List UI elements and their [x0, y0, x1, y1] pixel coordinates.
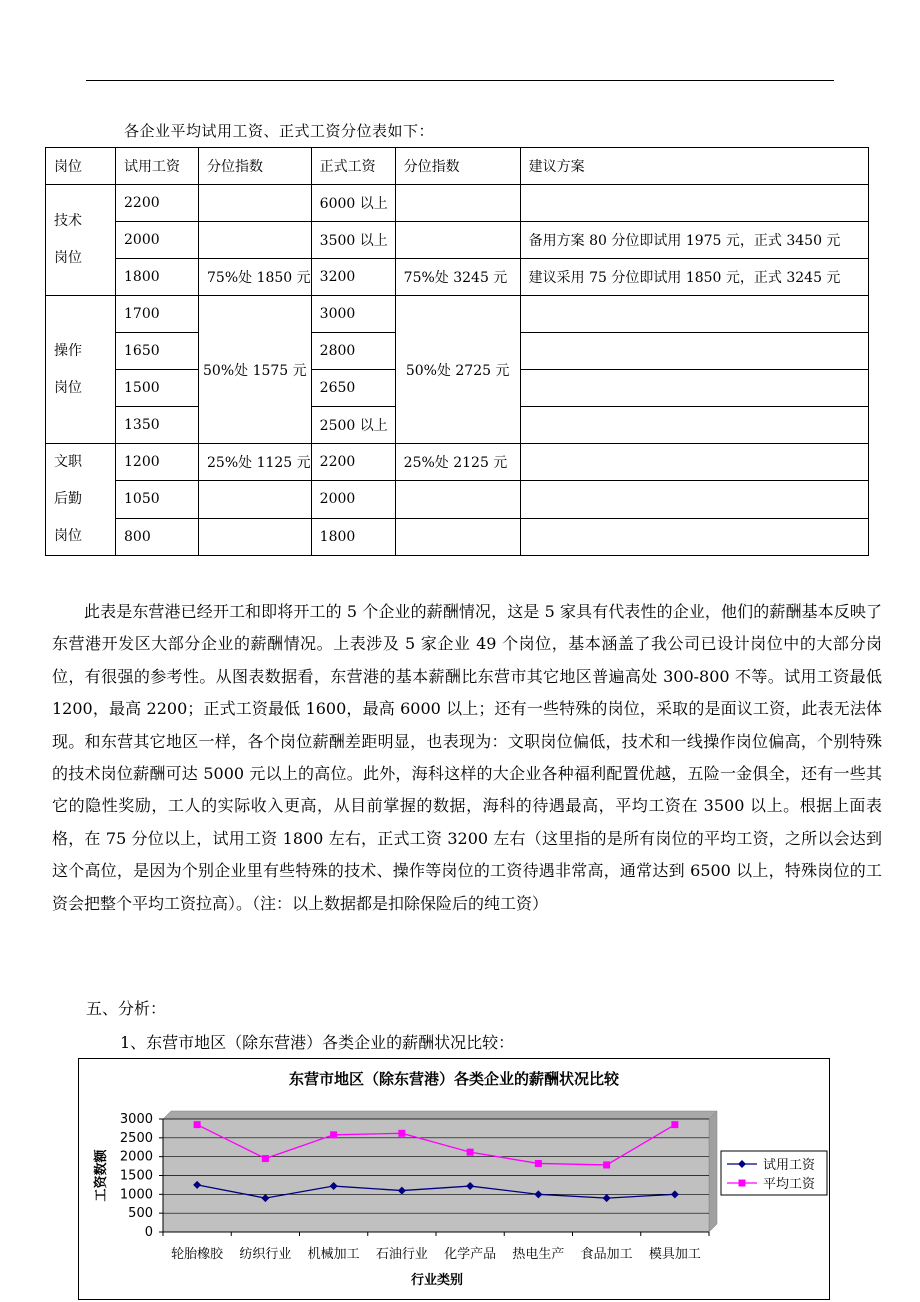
- advice-cell: [520, 370, 868, 407]
- x-tick-label: 热电生产: [512, 1247, 565, 1262]
- formal-wage-cell: 2200: [311, 444, 395, 481]
- trial-wage-cell: 1650: [116, 333, 199, 370]
- data-point: [194, 1121, 201, 1128]
- trial-wage-cell: 2000: [116, 222, 199, 259]
- trial-percentile-cell: [199, 222, 312, 259]
- analysis-paragraph: 此表是东营港已经开工和即将开工的 5 个企业的薪酬情况，这是 5 家具有代表性的企业，他们的薪酬基本反映了东营港开发区大部分企业的薪酬情况。上表涉及 5 家企业 49 个岗位，基本涵盖了我公司已设计岗位中的大部分岗位，有很强的参考性。从图表数据看，东营港的基本薪酬比东营市其它地区普遍高处 300-800 不等。试用工资最低 1200，最高 2200；正式工资最低 1600，最高 6000 以上；还有一些特殊的岗位，采取的是面议工资，此表无法体现。和东营其它地区一样，各个岗位薪酬差距明显，也表现为：文职岗位偏低，技术和一线操作岗位偏高，个别特殊的技术岗位薪酬可达 5000 元以上的高位。此外，海科这样的大企业各种福利配置优越，五险一金俱全，还有一些其它的隐性奖励，工人的实际收入更高，从目前掌握的数据，海科的待遇最高，平均工资在 3500 以上。根据上面表格，在 75 分位以上，试用工资 1800 左右，正式工资 3200 左右（这里指的是所有岗位的平均工资，之所以会达到这个高位，是因为个别企业里有些特殊的技术、操作等岗位的工资待遇非常高，通常达到 6500 以上，特殊岗位的工资会把整个平均工资拉高）。（注：以上数据都是扣除保险后的纯工资）: [52, 602, 882, 913]
- position-cell: [46, 444, 116, 556]
- trial-wage-cell: 1050: [116, 481, 199, 518]
- y-tick-label: 0: [144, 1225, 153, 1240]
- trial-percentile-cell: [199, 185, 312, 222]
- trial-percentile-cell: 50%处 1575 元: [199, 296, 312, 444]
- y-axis-label: 工资数额: [94, 1149, 109, 1202]
- formal-percentile-cell: [395, 185, 520, 222]
- trial-wage-cell: 1200: [116, 444, 199, 481]
- position-label: 文职: [54, 454, 82, 470]
- table-row: [46, 259, 869, 296]
- data-point: [535, 1160, 542, 1167]
- chart-canvas: [79, 1059, 829, 1299]
- trial-percentile-cell: [199, 518, 312, 555]
- formal-percentile-cell: [395, 222, 520, 259]
- y-tick-label: 2500: [119, 1130, 153, 1146]
- table-header-row: [46, 148, 869, 185]
- data-point: [330, 1131, 337, 1138]
- table-row: [46, 185, 869, 222]
- formal-wage-cell: 3000: [311, 296, 395, 333]
- position-cell: [46, 185, 116, 296]
- section-heading: 五、分析：: [86, 999, 167, 1018]
- position-label: 技术: [54, 213, 82, 229]
- x-tick-label: 轮胎橡胶: [171, 1247, 224, 1262]
- advice-cell: [520, 444, 868, 481]
- trial-wage-cell: 2200: [116, 185, 199, 222]
- x-tick-label: 食品加工: [580, 1247, 633, 1262]
- plot-area-side: [709, 1111, 717, 1232]
- position-label: 岗位: [54, 379, 82, 396]
- position-label: 岗位: [54, 250, 82, 266]
- header-rule: [86, 80, 834, 81]
- position-label: 后勤: [54, 491, 82, 507]
- advice-cell: [520, 333, 868, 370]
- formal-percentile-cell: [395, 481, 520, 518]
- table-row: [46, 444, 869, 481]
- advice-cell: [520, 518, 868, 555]
- data-point: [262, 1155, 269, 1162]
- plot-area-top: [163, 1111, 717, 1119]
- table-row: [46, 222, 869, 259]
- trial-wage-cell: 1500: [116, 370, 199, 407]
- position-label: 岗位: [54, 528, 82, 544]
- trial-wage-cell: 800: [116, 518, 199, 555]
- trial-wage-cell: 1350: [116, 407, 199, 444]
- advice-cell: [520, 185, 868, 222]
- position-label: 操作: [54, 342, 82, 359]
- chart-title: 东营市地区（除东营港）各类企业的薪酬状况比较: [288, 1070, 620, 1088]
- formal-percentile-cell: 75%处 3245 元: [395, 259, 520, 296]
- legend-label: 平均工资: [763, 1177, 816, 1192]
- data-point: [603, 1161, 610, 1168]
- legend-marker: [739, 1180, 746, 1187]
- legend-label: 试用工资: [763, 1158, 816, 1173]
- y-tick-label: 3000: [119, 1112, 153, 1127]
- trial-wage-cell: 1700: [116, 296, 199, 333]
- formal-percentile-cell: 50%处 2725 元: [395, 296, 520, 444]
- subheading: 1、东营市地区（除东营港）各类企业的薪酬状况比较：: [120, 1033, 515, 1052]
- x-tick-label: 模具加工: [648, 1247, 701, 1262]
- y-tick-label: 2000: [119, 1149, 153, 1165]
- trial-percentile-cell: [199, 481, 312, 518]
- x-tick-label: 化学产品: [444, 1247, 497, 1262]
- formal-percentile-cell: 25%处 2125 元: [395, 444, 520, 481]
- formal-wage-cell: 6000 以上: [311, 185, 395, 222]
- advice-cell: 备用方案 80 分位即试用 1975 元，正式 3450 元: [520, 222, 868, 259]
- header-cell: 分位指数: [199, 148, 312, 185]
- table-row: [46, 518, 869, 555]
- table-caption: 各企业平均试用工资、正式工资分位表如下：: [124, 122, 435, 140]
- header-cell: 正式工资: [311, 148, 395, 185]
- advice-cell: 建议采用 75 分位即试用 1850 元，正式 3245 元: [520, 259, 868, 296]
- formal-wage-cell: 2000: [311, 481, 395, 518]
- formal-wage-cell: 2650: [311, 370, 395, 407]
- x-axis-label: 行业类别: [410, 1273, 464, 1288]
- trial-percentile-cell: 25%处 1125 元: [199, 444, 312, 481]
- wage-percentile-table: [45, 147, 869, 556]
- header-cell: 分位指数: [395, 148, 520, 185]
- salary-comparison-chart: [78, 1058, 830, 1300]
- x-tick-label: 石油行业: [375, 1247, 428, 1262]
- trial-percentile-cell: 75%处 1850 元: [199, 259, 312, 296]
- advice-cell: [520, 407, 868, 444]
- table-row: [46, 481, 869, 518]
- header-cell: 岗位: [46, 148, 116, 185]
- data-point: [671, 1121, 678, 1128]
- advice-cell: [520, 481, 868, 518]
- table-row: [46, 296, 869, 333]
- formal-wage-cell: 3500 以上: [311, 222, 395, 259]
- x-tick-label: 机械加工: [307, 1247, 360, 1262]
- y-tick-label: 500: [128, 1206, 153, 1222]
- header-cell: 试用工资: [116, 148, 199, 185]
- trial-wage-cell: 1800: [116, 259, 199, 296]
- x-tick-label: 纺织行业: [239, 1247, 292, 1262]
- data-point: [398, 1130, 405, 1137]
- y-tick-label: 1500: [119, 1168, 153, 1184]
- position-cell: [46, 296, 116, 444]
- formal-wage-cell: 3200: [311, 259, 395, 296]
- formal-wage-cell: 2500 以上: [311, 407, 395, 444]
- header-cell: 建议方案: [520, 148, 868, 185]
- formal-wage-cell: 2800: [311, 333, 395, 370]
- advice-cell: [520, 296, 868, 333]
- data-point: [467, 1149, 474, 1156]
- y-tick-label: 1000: [119, 1187, 153, 1203]
- formal-percentile-cell: [395, 518, 520, 555]
- formal-wage-cell: 1800: [311, 518, 395, 555]
